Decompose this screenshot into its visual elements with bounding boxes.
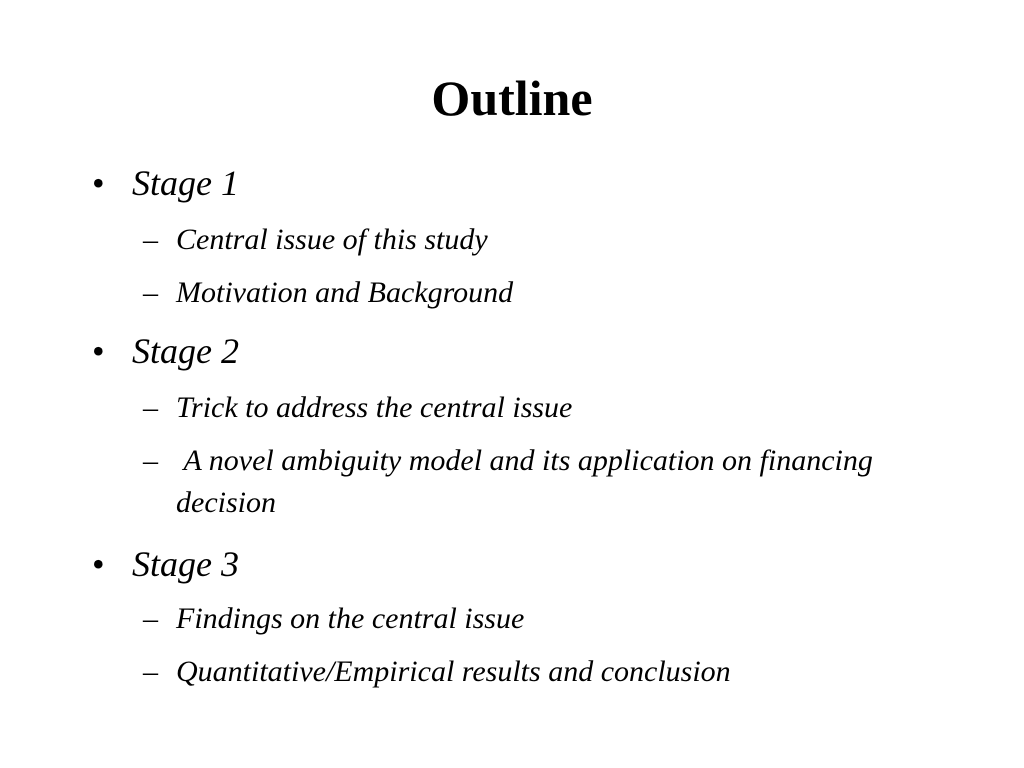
sub-item: [143, 272, 903, 314]
bullet-icon: •: [92, 163, 105, 203]
dash-icon: –: [143, 391, 158, 424]
sub-item: [143, 651, 903, 693]
dash-icon: –: [143, 444, 158, 477]
stage-label: Stage 2: [132, 331, 239, 371]
stage-label: Stage 1: [132, 163, 239, 203]
dash-icon: –: [143, 276, 158, 309]
sub-item-text: Motivation and Background: [176, 276, 514, 309]
stage-item: [92, 162, 239, 204]
sub-item-text: A novel ambiguity model and its application on financing decision: [176, 444, 881, 519]
sub-item-text: Trick to address the central issue: [176, 391, 573, 424]
sub-item: [143, 440, 903, 524]
dash-icon: –: [143, 602, 158, 635]
dash-icon: –: [143, 223, 158, 256]
stage-item: [92, 543, 239, 585]
stage-item: [92, 330, 239, 372]
sub-item: [143, 387, 903, 429]
slide-title: Outline: [431, 70, 593, 126]
bullet-icon: •: [92, 544, 105, 584]
sub-item: [143, 598, 903, 640]
sub-item: [143, 219, 903, 261]
sub-item-text: Central issue of this study: [176, 223, 488, 256]
bullet-icon: •: [92, 331, 105, 371]
stage-label: Stage 3: [132, 544, 239, 584]
sub-item-text: Findings on the central issue: [176, 602, 525, 635]
sub-item-text: Quantitative/Empirical results and conclusion: [176, 655, 731, 688]
dash-icon: –: [143, 655, 158, 688]
